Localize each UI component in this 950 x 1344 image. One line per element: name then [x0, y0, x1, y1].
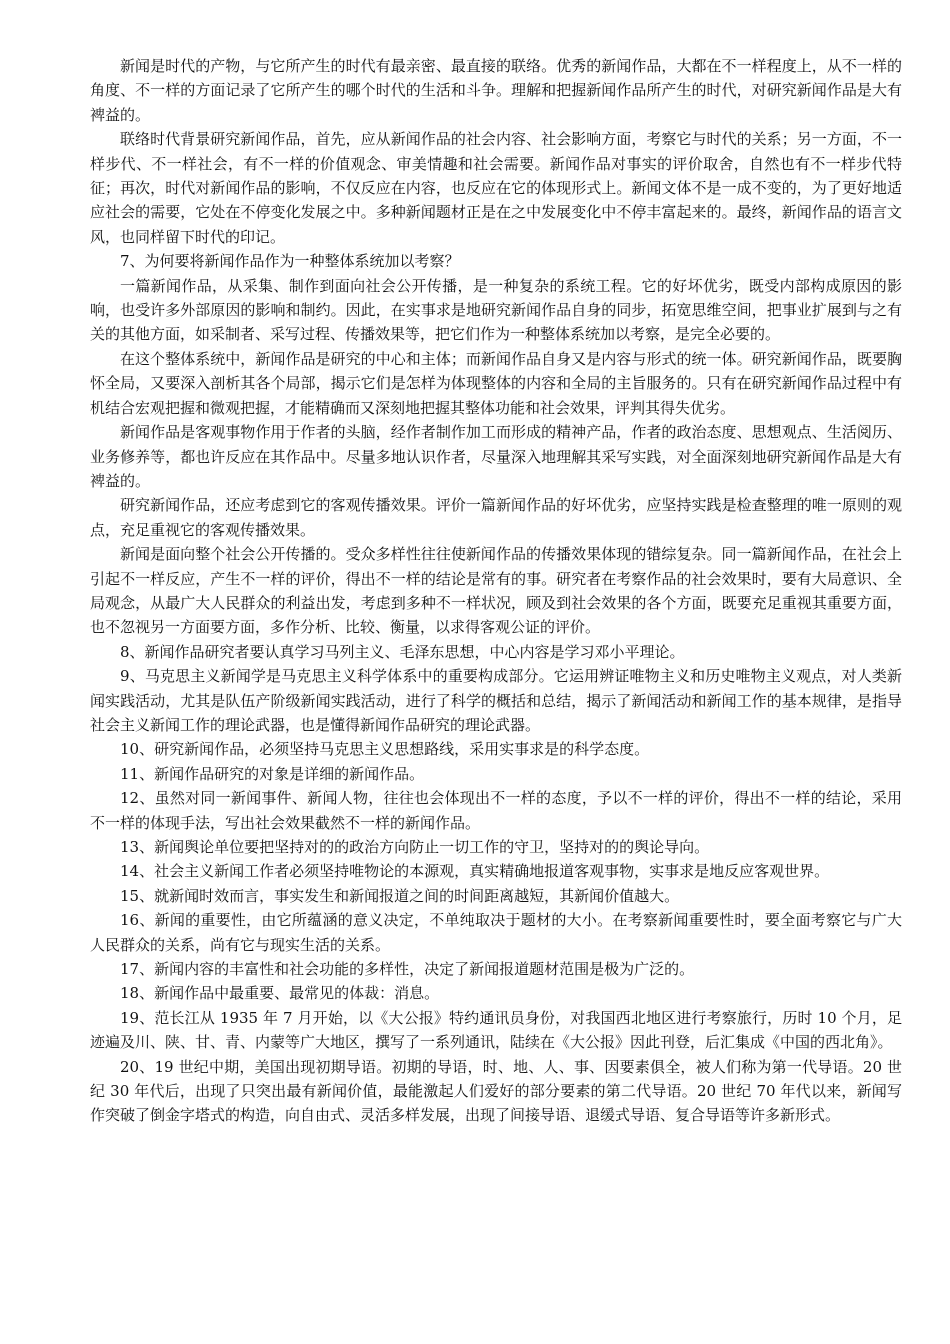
item-15: 15、就新闻时效而言，事实发生和新闻报道之间的时间距离越短，其新闻价值越大。 [120, 886, 680, 905]
item-11: 11、新闻作品研究的对象是详细的新闻作品。 [120, 764, 425, 783]
item-19: 19、范长江从 1935 年 7 月开始，以《大公报》特约通讯员身份，对我国西北地区进行考察旅行，历时 10 个月，足迹遍及川、陕、甘、青、内蒙等广大地区，撰写了一系列通讯，陆续在《大公报》因此刊登，后汇集成《中国的西北角》。 [90, 1008, 902, 1052]
question-7-heading: 7、为何要将新闻作品作为一种整体系统加以考察？ [120, 252, 460, 271]
item-9: 9、马克思主义新闻学是马克思主义科学体系中的重要构成部分。它运用辨证唯物主义和历史唯物主义观点，对人类新闻实践活动，尤其是队伍产阶级新闻实践活动，进行了科学的概括和总结，揭示了新闻活动和新闻工作的基本规律，是指导社会主义新闻工作的理论武器，也是懂得新闻作品研究的理论武器。 [90, 667, 902, 734]
item-17: 17、新闻内容的丰富性和社会功能的多样性，决定了新闻报道题材范围是极为广泛的。 [120, 960, 695, 979]
paragraph-effect: 研究新闻作品，还应考虑到它的客观传播效果。评价一篇新闻作品的好坏优劣，应坚持实践是检查整理的唯一原则的观点，充足重视它的客观传播效果。 [90, 496, 902, 539]
item-12: 12、虽然对同一新闻事件、新闻人物，往往也会体现出不一样的态度，予以不一样的评价，得出不一样的结论，采用不一样的体现手法，写出社会效果截然不一样的新闻作品。 [90, 789, 902, 832]
paragraph-era-background: 联络时代背景研究新闻作品，首先，应从新闻作品的社会内容、社会影响方面，考察它与时代的关系；另一方面，不一样步代、不一样社会，有不一样的价值观念、审美情趣和社会需要。新闻作品对事实的评价取舍，自然也有不一样步代特征；再次，时代对新闻作品的影响，不仅反应在内容，也反应在它的体现形式上。新闻文体不是一成不变的，为了更好地适应社会的需要，它处在不停变化发展之中。多种新闻题材正是在之中发展变化中不停丰富起来的。最终，新闻作品的语言文风，也同样留下时代的印记。 [90, 130, 902, 246]
item-13: 13、新闻舆论单位要把坚持对的的政治方向防止一切工作的守卫，坚持对的的舆论导向。 [120, 838, 710, 856]
paragraph-public-dissemination: 新闻是面向整个社会公开传播的。受众多样性往往使新闻作品的传播效果体现的错综复杂。同一篇新闻作品，在社会上引起不一样反应，产生不一样的评价，得出不一样的结论是常有的事。研究者在考察作品的社会效果时，要有大局意识、全局观念，从最广大人民群众的利益出发，考虑到多种不一样状况，顾及到社会效果的各个方面，既要充足重视其重要方面，也不忽视另一方面要方面，多作分析、比较、衡量，以求得客观公证的评价。 [90, 545, 902, 637]
item-16: 16、新闻的重要性，由它所蕴涵的意义决定，不单纯取决于题材的大小。在考察新闻重要性时，要全面考察它与广大人民群众的关系，尚有它与现实生活的关系。 [90, 911, 902, 954]
item-14: 14、社会主义新闻工作者必须坚持唯物论的本源观，真实精确地报道客观事物，实事求是地反应客观世界。 [120, 862, 830, 881]
item-10: 10、研究新闻作品，必须坚持马克思主义思想路线，采用实事求是的科学态度。 [120, 740, 650, 759]
paragraph-author: 新闻作品是客观事物作用于作者的头脑，经作者制作加工而形成的精神产品，作者的政治态度、思想观点、生活阅历、业务修养等，都也许反应在其作品中。尽量多地认识作者，尽量深入地理解其采写实践，对全面深刻地研究新闻作品是大有裨益的。 [90, 423, 902, 490]
item-8: 8、新闻作品研究者要认真学习马列主义、毛泽东思想，中心内容是学习邓小平理论。 [120, 642, 685, 661]
paragraph-whole-system: 在这个整体系统中，新闻作品是研究的中心和主体；而新闻作品自身又是内容与形式的统一体。研究新闻作品，既要胸怀全局，又要深入剖析其各个局部，揭示它们是怎样为体现整体的内容和全局的主旨服务的。只有在研究新闻作品过程中有机结合宏观把握和微观把握，才能精确而又深刻地把握其整体功能和社会效果，评判其得失优劣。 [90, 349, 902, 417]
document-body [90, 54, 902, 1128]
paragraph-system-engineering: 一篇新闻作品，从采集、制作到面向社会公开传播，是一种复杂的系统工程。它的好坏优劣，既受内部构成原因的影响，也受许多外部原因的影响和制约。因此，在实事求是地研究新闻作品自身的同步，拓宽思维空间，把事业扩展到与之有关的其他方面，如采制者、采写过程、传播效果等，把它们作为一种整体系统加以考察，是完全必要的。 [90, 276, 902, 344]
item-18: 18、新闻作品中最重要、最常见的体裁：消息。 [120, 984, 440, 1003]
paragraph-era-intro: 新闻是时代的产物，与它所产生的时代有最亲密、最直接的联络。优秀的新闻作品，大都在不一样程度上，从不一样的角度、不一样的方面记录了它所产生的哪个时代的生活和斗争。理解和把握新闻作品所产生的时代，对研究新闻作品是大有裨益的。 [90, 57, 902, 124]
item-20: 20、19 世纪中期，美国出现初期导语。初期的导语，时、地、人、事、因要素俱全，被人们称为第一代导语。20 世纪 30 年代后，出现了只突出最有新闻价值，最能激起人们爱好的部分要素的第二代导语。20 世纪 70 年代以来，新闻写作突破了倒金字塔式的构造，向自由式、灵活多样发展，出现了间接导语、退缓式导语、复合导语等许多新形式。 [90, 1057, 902, 1125]
